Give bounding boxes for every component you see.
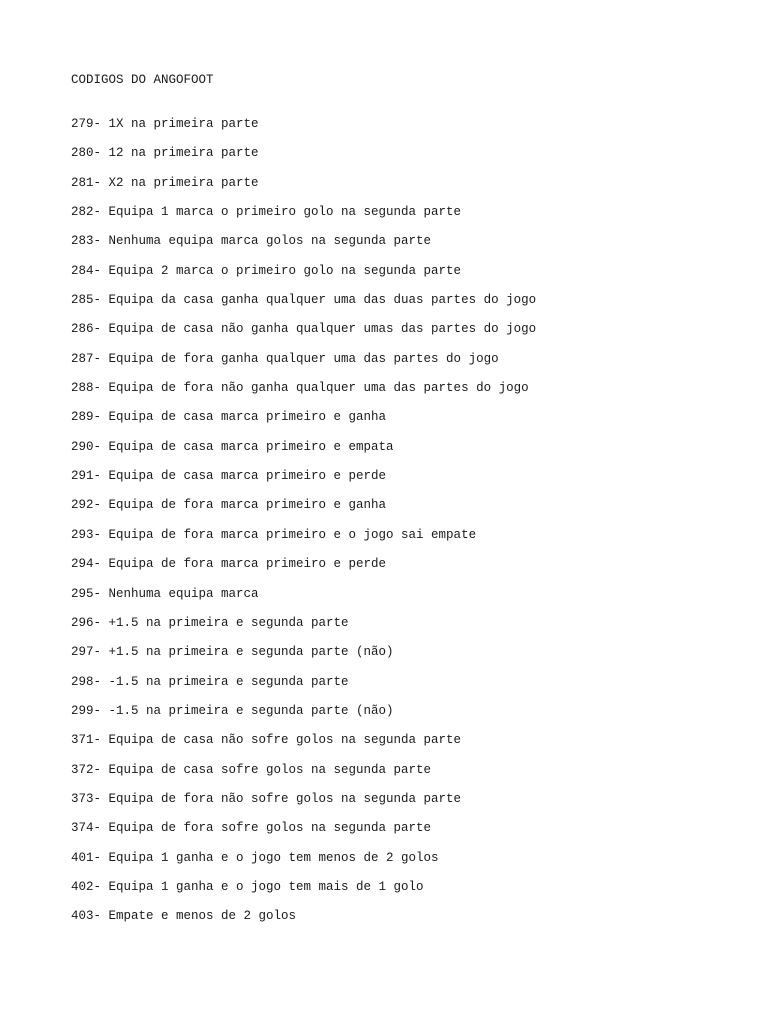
code-line: 282- Equipa 1 marca o primeiro golo na segunda parte (71, 205, 462, 220)
code-line: 299- -1.5 na primeira e segunda parte (não) (71, 703, 394, 718)
code-line: 289- Equipa de casa marca primeiro e ganha (71, 410, 387, 425)
code-line: 295- Nenhuma equipa marca (71, 586, 259, 601)
code-line: 296- +1.5 na primeira e segunda parte (71, 615, 349, 630)
code-line: 291- Equipa de casa marca primeiro e perde (71, 469, 387, 484)
code-line: 288- Equipa de fora não ganha qualquer uma das partes do jogo (71, 381, 529, 396)
code-line: 373- Equipa de fora não sofre golos na segunda parte (71, 791, 462, 806)
code-line: 280- 12 na primeira parte (71, 146, 259, 161)
code-line: 403- Empate e menos de 2 golos (71, 909, 297, 924)
code-line: 371- Equipa de casa não sofre golos na segunda parte (71, 733, 462, 748)
code-line: 283- Nenhuma equipa marca golos na segunda parte (71, 234, 432, 249)
document-title: CODIGOS DO ANGOFOOT (71, 73, 214, 87)
code-line: 290- Equipa de casa marca primeiro e empata (71, 439, 394, 454)
code-line: 293- Equipa de fora marca primeiro e o jogo sai empate (71, 527, 477, 542)
code-line: 281- X2 na primeira parte (71, 175, 259, 190)
code-line: 298- -1.5 na primeira e segunda parte (71, 674, 349, 689)
code-line: 292- Equipa de fora marca primeiro e ganha (71, 498, 387, 513)
code-line: 297- +1.5 na primeira e segunda parte (não) (71, 645, 394, 660)
code-line: 401- Equipa 1 ganha e o jogo tem menos de 2 golos (71, 850, 439, 865)
code-line: 287- Equipa de fora ganha qualquer uma das partes do jogo (71, 351, 499, 366)
code-list (71, 115, 751, 937)
document-page (71, 71, 751, 937)
code-line: 285- Equipa da casa ganha qualquer uma das duas partes do jogo (71, 293, 537, 308)
code-line: 279- 1X na primeira parte (71, 117, 259, 131)
code-line: 374- Equipa de fora sofre golos na segunda parte (71, 821, 432, 836)
code-line: 372- Equipa de casa sofre golos na segunda parte (71, 762, 432, 777)
code-line: 402- Equipa 1 ganha e o jogo tem mais de 1 golo (71, 879, 424, 894)
code-line: 284- Equipa 2 marca o primeiro golo na segunda parte (71, 263, 462, 278)
code-line: 294- Equipa de fora marca primeiro e perde (71, 557, 387, 572)
code-line: 286- Equipa de casa não ganha qualquer umas das partes do jogo (71, 322, 537, 337)
